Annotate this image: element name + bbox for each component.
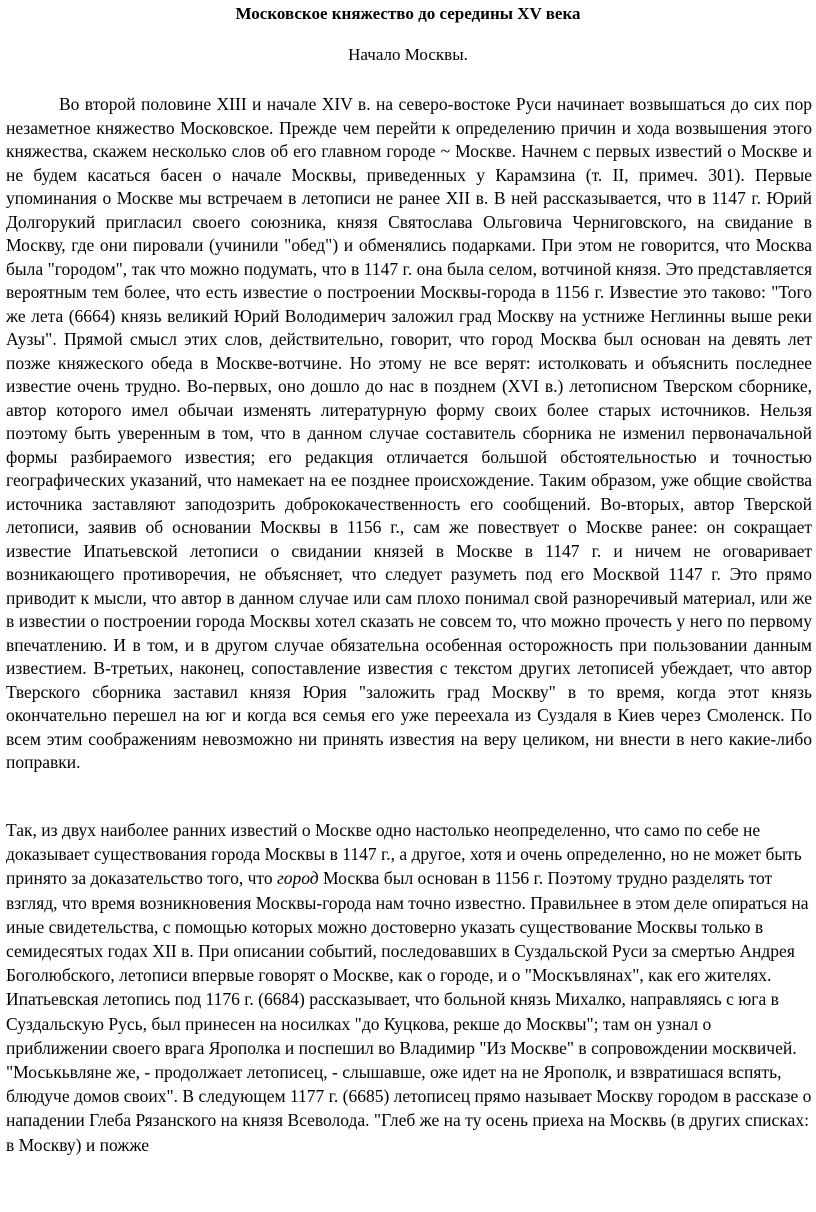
section-heading: Начало Москвы. xyxy=(348,45,468,64)
paragraph-2-text-start: Так, из двух наиболее ранних известий о Москве одно настолько неопределенно, что само по себе не доказывает существования города Москвы в 1147 г., а другое, хотя и очень определенно, но не может быть принято за доказательство того, что xyxy=(6,820,802,889)
paragraph-2-italic-word: город xyxy=(276,868,319,889)
document-title: Московское княжество до середины XV века xyxy=(235,4,581,23)
paragraph-2-text-end: Москва был основан в 1156 г. Поэтому трудно разделять тот взгляд, что время возникновения Москвы-города нам точно известно. Правильнее в этом деле опираться на иные свидетельства, с помощью которых можно достоверно указать существование Москвы только в семидесятых годах XII в. При описании событий, последовавших в Суздальской Руси за смертью Андрея Боголюбского, летописи впервые говорят о Москве, как о городе, и о "Москъвлянах", как его жителях. Ипатьевская летопись под 1176 г. (6684) рассказывает, что больной князь Михалко, направляясь с юга в Суздальскую Русь, был принесен на носилках "до Куцкова, рекше до Москвы"; там он узнал о приближении своего врага Ярополка и поспешил во Владимир "Из Москве" в сопровождении москвичей. "Моськьвляне же, - продолжает летописец, - слышавше, оже идет на не Ярополк, и взвратишася вспять, блюдуче домов своих". В следующем 1177 г. (6685) летописец прямо называет Москву городом в рассказе о нападении Глеба Рязанского на князя Всеволода. "Глеб же на ту осень приеха на Москвь (в других списках: в Москву) и пожже xyxy=(6,868,812,1155)
paragraph-1: Во второй половине XIII и начале XIV в. на северо-востоке Руси начинает возвышаться до сих пор незаметное княжество Московское. Прежде чем перейти к определению причин и хода возвышения этого княжества, скажем несколько слов об его главном городе ~ Москве. Начнем с первых известий о Москве и не будем касаться басен о начале Москвы, приведенных у Карамзина (т. II, примеч. 301). Первые упоминания о Москве мы встречаем в летописи не ранее XII в. В ней рассказывается, что в 1147 г. Юрий Долгорукий пригласил своего союзника, князя Святослава Ольговича Черниговского, на свидание в Москву, где они пировали (учинили "обед") и обменялись подарками. При этом не говорится, что Москва была "городом", так что можно подумать, что в 1147 г. она была селом, вотчиной князя. Это представляется вероятным тем более, что есть известие о построении Москвы-города в 1156 г. Известие это таково: "Того же лета (6664) князь великий Юрий Володимерич заложил град Москву на устниже Неглинны выше реки Аузы". Прямой смысл этих слов, действительно, говорит, что город Москва был основан на девять лет позже княжеского обеда в Москве-вотчине. Но этому не все верят: истолковать и объяснить последнее известие очень трудно. Во-первых, оно дошло до нас в позднем (XVI в.) летописном Тверском сборнике, автор которого имел обычаи изменять литературную форму своих более старых источников. Нельзя поэтому быть уверенным в том, что в данном случае составитель сборника не изменил первоначальной формы разбираемого известия; его редакция отличается большой обстоятельностью и точностью географических указаний, что намекает на ее позднее происхождение. Таким образом, уже общие свойства источника заставляют заподозрить добрококачественность его сообщений. Во-вторых, автор Тверской летописи, заявив об основании Москвы в 1156 г., сам же повествует о Москве ранее: он сокращает известие Ипатьевской летописи о свидании князей в Москве в 1147 г. и ничем не оговаривает возникающего противоречия, не объясняет, что следует разуметь под его Москвой 1147 г. Это прямо приводит к мысли, что автор в данном случае или сам плохо понимал свой разноречивый материал, или же в известии о построении города Москвы хотел сказать не совсем то, что можно прочесть у него по первому впечатлению. И в том, и в другом случае обязательна особенная осторожность при пользовании данным известием. В-третьих, наконец, сопоставление известия с текстом других летописей убеждает, что автор Тверского сборника заставил князя Юрия "заложить град Москву" в то время, когда этот князь окончательно перешел на юг и когда вся семья его уже переехала из Суздаля в Киев через Смоленск. По всем этим соображениям невозможно ни принять известия на веру целиком, ни внести в него какие-либо поправки. xyxy=(6,94,812,772)
paragraph-2 xyxy=(6,818,812,1157)
